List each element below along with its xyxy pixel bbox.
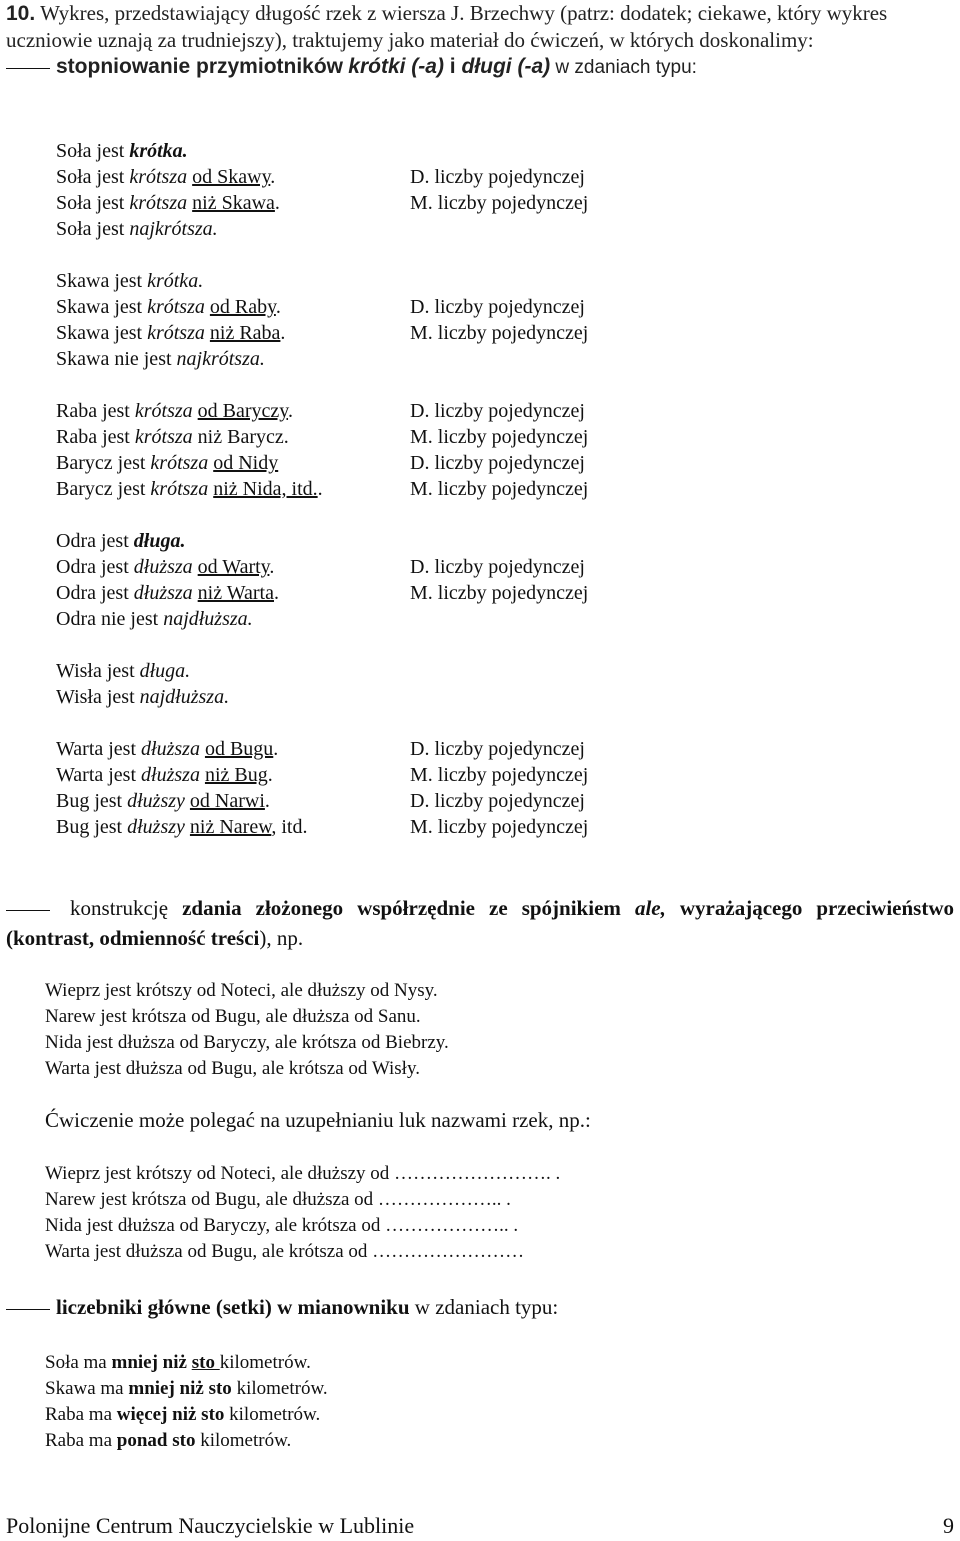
sentence-row bbox=[56, 788, 936, 814]
sentence-row bbox=[56, 424, 936, 450]
bullet-bold-italic-1: krótki (-a) bbox=[348, 55, 444, 78]
sentence-row bbox=[56, 320, 936, 346]
sentence-row bbox=[56, 580, 936, 606]
numeral-sentence bbox=[45, 1402, 925, 1428]
sentence-subject: Odra jest bbox=[56, 556, 134, 578]
numeral-subject: Raba ma bbox=[45, 1404, 117, 1425]
numeral-subject: Soła ma bbox=[45, 1352, 112, 1373]
sentence-adjective: długa. bbox=[139, 660, 191, 682]
section3-tail: w zdaniach typu: bbox=[409, 1295, 559, 1319]
example-sentence: Wieprz jest krótszy od Noteci, ale dłuższy od Nysy. bbox=[45, 980, 438, 1001]
sentence-adjective: dłuższa bbox=[141, 764, 200, 786]
intro-paragraph bbox=[6, 0, 954, 81]
sentence-subject: Skawa jest bbox=[56, 322, 148, 344]
sentence-adjective: dłuższa bbox=[141, 738, 200, 760]
numeral-bold: mniej niż bbox=[111, 1352, 192, 1373]
exercise-title: Ćwiczenie może polegać na uzupełnianiu luk nazwami rzek, np.: bbox=[45, 1108, 591, 1132]
section2-lead: konstrukcję bbox=[70, 896, 169, 920]
sentence-end: . bbox=[317, 478, 323, 500]
sentence-adjective: najdłuższa. bbox=[139, 686, 230, 708]
page-number: 9 bbox=[943, 1513, 954, 1538]
section2-italic: ale, bbox=[634, 896, 666, 920]
example-sentence: Warta jest dłuższa od Bugu, ale krótsza od Wisły. bbox=[45, 1058, 420, 1079]
sentence-adjective: krótsza bbox=[134, 426, 193, 448]
dash-bullet bbox=[6, 1309, 50, 1310]
sentence-subject: Bug jest bbox=[56, 790, 128, 812]
sentence-complement: niż Warta bbox=[197, 582, 274, 604]
sentence-subject: Wisła jest bbox=[56, 686, 140, 708]
sentence-complement: niż Skawa bbox=[192, 192, 275, 214]
section3-heading bbox=[6, 1293, 954, 1321]
intro-text: Wykres, przedstawiający długość rzek z wiersza J. Brzechwy (patrz: dodatek; ciekawe, który wykres uczniowie uznają za trudniejszy), traktujemy jako materiał do ćwiczeń, w których doskonalimy: bbox=[6, 1, 888, 52]
example-sentence: Nida jest dłuższa od Baryczy, ale krótsza od Biebrzy. bbox=[45, 1032, 449, 1053]
example-sentences bbox=[45, 978, 925, 1082]
sentence-adjective: krótsza bbox=[129, 192, 188, 214]
sentence-subject: Soła jest bbox=[56, 140, 130, 162]
sentence-row bbox=[56, 190, 936, 216]
case-label: D. liczby pojedynczej bbox=[410, 296, 585, 318]
numeral-sentence bbox=[45, 1428, 925, 1454]
sentence-row bbox=[56, 528, 936, 554]
case-label: M. liczby pojedynczej bbox=[410, 322, 589, 344]
sentence-row bbox=[56, 268, 936, 294]
sentence-complement: od Narwi bbox=[189, 790, 265, 812]
numeral-sentence bbox=[45, 1350, 925, 1376]
sentence-subject: Soła jest bbox=[56, 192, 130, 214]
sentence-subject: Warta jest bbox=[56, 738, 142, 760]
section3-bold: liczebniki główne (setki) w mianowniku bbox=[56, 1295, 410, 1319]
sentence-complement: od Bugu bbox=[204, 738, 274, 760]
exercise-sentence: Wieprz jest krótszy od Noteci, ale dłuższy od ……………………. . bbox=[45, 1163, 561, 1184]
case-label: D. liczby pojedynczej bbox=[410, 400, 585, 422]
sentence-subject: Warta jest bbox=[56, 764, 142, 786]
numeral-bold-underlined: sto bbox=[191, 1352, 220, 1373]
section2-bold2: wyrażającego przeciwieństwo (kontrast, odmienność treści bbox=[6, 896, 955, 950]
sentence-complement: niż Bug bbox=[204, 764, 268, 786]
sentence-end: . bbox=[274, 192, 280, 214]
bullet-bold: stopniowanie przymiotników bbox=[56, 55, 344, 78]
numeral-end: kilometrów. bbox=[219, 1352, 311, 1373]
sentence-subject: Wisła jest bbox=[56, 660, 140, 682]
sentence-subject: Skawa nie jest bbox=[56, 348, 177, 370]
dash-bullet bbox=[6, 910, 50, 911]
numeral-subject: Raba ma bbox=[45, 1430, 117, 1451]
sentence-complement: niż Nida, itd. bbox=[213, 478, 318, 500]
example-sentence: Narew jest krótsza od Bugu, ale dłuższa od Sanu. bbox=[45, 1006, 421, 1027]
sentence-adjective: krótsza bbox=[147, 296, 205, 318]
sentence-complement: niż Raba bbox=[209, 322, 281, 344]
sentence-complement: niż Narew bbox=[189, 816, 272, 838]
sentence-row bbox=[56, 554, 936, 580]
item-number: 10. bbox=[6, 2, 36, 25]
sentence-adjective: długa. bbox=[133, 530, 186, 552]
sentence-row bbox=[56, 450, 936, 476]
sentence-end: . bbox=[280, 322, 286, 344]
bullet-tail: w zdaniach typu: bbox=[550, 57, 697, 78]
sentence-row bbox=[56, 814, 936, 840]
case-label: M. liczby pojedynczej bbox=[410, 764, 589, 786]
sentence-row bbox=[56, 398, 936, 424]
sentence-adjective: najdłuższa. bbox=[163, 608, 253, 630]
exercise-sentence: Narew jest krótsza od Bugu, ale dłuższa od ……………….. . bbox=[45, 1189, 511, 1210]
sentence-adjective: dłuższy bbox=[127, 790, 185, 812]
sentence-end: . bbox=[270, 166, 276, 188]
sentence-row bbox=[56, 762, 936, 788]
sentence-subject: Odra nie jest bbox=[56, 608, 164, 630]
sentence-adjective: krótsza bbox=[129, 166, 188, 188]
case-label: M. liczby pojedynczej bbox=[410, 426, 589, 448]
sentence-subject: Barycz jest bbox=[56, 478, 151, 500]
numeral-sentences bbox=[45, 1350, 925, 1454]
sentence-row bbox=[56, 476, 936, 502]
sentence-row bbox=[56, 346, 936, 372]
exercise-sentences bbox=[45, 1161, 925, 1265]
sentence-end: . bbox=[269, 556, 275, 578]
sentence-subject: Raba jest bbox=[56, 400, 135, 422]
sentence-adjective: dłuższy bbox=[127, 816, 185, 838]
sentence-end: . bbox=[283, 426, 289, 448]
sentence-complement: od Raby bbox=[209, 296, 276, 318]
page-footer bbox=[6, 1512, 954, 1540]
footer-organization: Polonijne Centrum Nauczycielskie w Lublinie bbox=[6, 1513, 415, 1538]
sentence-row bbox=[56, 216, 936, 242]
sentence-subject: Soła jest bbox=[56, 218, 130, 240]
bullet-conj: i bbox=[443, 55, 462, 78]
bullet-bold-italic-2: długi (-a) bbox=[461, 55, 551, 78]
comparison-sentences bbox=[56, 138, 936, 840]
sentence-complement: od Baryczy bbox=[197, 400, 289, 422]
case-label: M. liczby pojedynczej bbox=[410, 478, 589, 500]
sentence-adjective: krótka. bbox=[147, 270, 204, 292]
section2-bold: zdania złożonego współrzędnie ze spójnikiem bbox=[182, 896, 621, 920]
sentence-end: . bbox=[264, 790, 270, 812]
sentence-adjective: krótsza bbox=[150, 452, 209, 474]
numeral-bold: ponad sto bbox=[116, 1430, 196, 1451]
section2-tail: ), np. bbox=[259, 926, 304, 950]
sentence-row bbox=[56, 606, 936, 632]
sentence-row bbox=[56, 138, 936, 164]
sentence-complement: od Nidy bbox=[213, 452, 279, 474]
sentence-adjective: dłuższa bbox=[133, 556, 193, 578]
sentence-row bbox=[56, 658, 936, 684]
case-label: D. liczby pojedynczej bbox=[410, 166, 585, 188]
sentence-end: . bbox=[273, 738, 279, 760]
case-label: D. liczby pojedynczej bbox=[410, 738, 585, 760]
numeral-end: kilometrów. bbox=[224, 1404, 321, 1425]
numeral-subject: Skawa ma bbox=[45, 1378, 129, 1399]
sentence-adjective: najkrótsza. bbox=[129, 218, 218, 240]
sentence-adjective: dłuższa bbox=[133, 582, 193, 604]
sentence-subject: Barycz jest bbox=[56, 452, 151, 474]
case-label: D. liczby pojedynczej bbox=[410, 452, 585, 474]
sentence-row bbox=[56, 294, 936, 320]
bullet-line-1 bbox=[6, 53, 954, 81]
sentence-adjective: krótsza bbox=[150, 478, 209, 500]
numeral-sentence bbox=[45, 1376, 925, 1402]
numeral-bold: więcej niż sto bbox=[116, 1404, 225, 1425]
sentence-row bbox=[56, 684, 936, 710]
sentence-complement: od Skawy bbox=[192, 166, 271, 188]
sentence-end: . bbox=[275, 296, 281, 318]
sentence-end: . bbox=[274, 582, 279, 604]
case-label: D. liczby pojedynczej bbox=[410, 790, 585, 812]
case-label: M. liczby pojedynczej bbox=[410, 582, 589, 604]
sentence-subject: Odra jest bbox=[56, 582, 134, 604]
sentence-end: , itd. bbox=[271, 816, 308, 838]
sentence-subject: Skawa jest bbox=[56, 270, 148, 292]
numeral-bold: mniej niż sto bbox=[128, 1378, 232, 1399]
sentence-complement: niż Barycz bbox=[197, 426, 284, 448]
sentence-adjective: krótsza bbox=[147, 322, 205, 344]
sentence-end: . bbox=[288, 400, 294, 422]
sentence-subject: Soła jest bbox=[56, 166, 130, 188]
sentence-adjective: najkrótsza. bbox=[176, 348, 265, 370]
sentence-adjective: krótsza bbox=[134, 400, 193, 422]
case-label: M. liczby pojedynczej bbox=[410, 816, 589, 838]
dash-bullet bbox=[6, 68, 50, 69]
sentence-end: . bbox=[267, 764, 273, 786]
exercise-sentence: Nida jest dłuższa od Baryczy, ale krótsza od ……………….. . bbox=[45, 1215, 519, 1236]
sentence-subject: Skawa jest bbox=[56, 296, 148, 318]
sentence-row bbox=[56, 164, 936, 190]
sentence-row bbox=[56, 736, 936, 762]
case-label: D. liczby pojedynczej bbox=[410, 556, 585, 578]
case-label: M. liczby pojedynczej bbox=[410, 192, 589, 214]
exercise-sentence: Warta jest dłuższa od Bugu, ale krótsza od …………………… bbox=[45, 1241, 525, 1262]
sentence-subject: Bug jest bbox=[56, 816, 128, 838]
numeral-end: kilometrów. bbox=[231, 1378, 328, 1399]
sentence-adjective: krótka. bbox=[129, 140, 188, 162]
sentence-subject: Odra jest bbox=[56, 530, 134, 552]
sentence-complement: od Warty bbox=[197, 556, 270, 578]
sentence-subject: Raba jest bbox=[56, 426, 135, 448]
numeral-end: kilometrów. bbox=[195, 1430, 292, 1451]
section2-heading bbox=[6, 893, 954, 953]
